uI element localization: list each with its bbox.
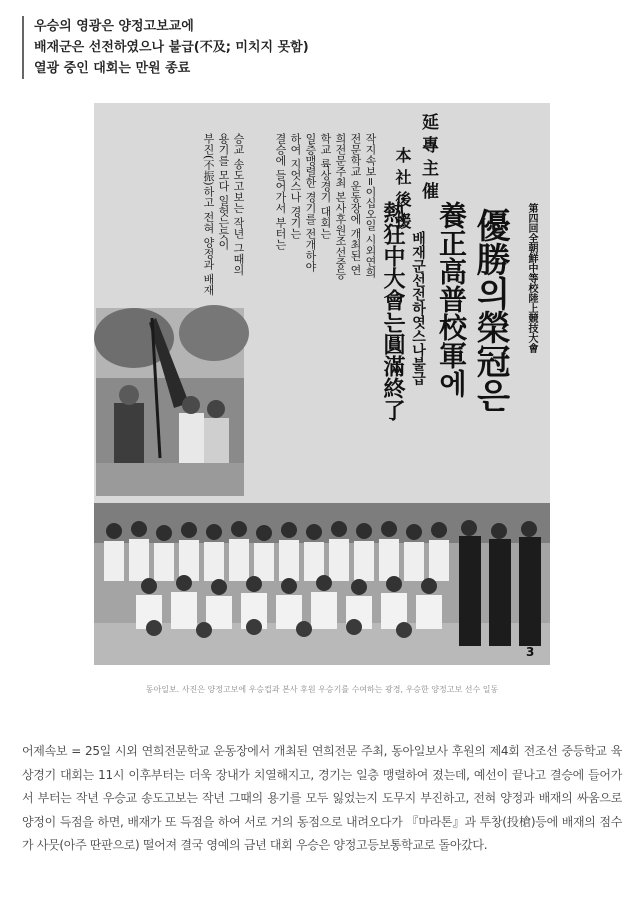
headline-school: 養正高普校軍에 xyxy=(435,201,468,397)
team-group-photo xyxy=(94,503,550,665)
headline-main: 優勝의榮冠은 xyxy=(470,208,510,412)
event-label: 第四回全朝鮮中等校陸上競技大會 xyxy=(526,203,537,353)
sub-headline: 배재군선전하엿스나불급 xyxy=(410,231,426,385)
headline-line-2: 배재군은 선전하였으나 불급(不及; 미치지 못함) xyxy=(34,40,309,55)
sponsor-line: 本社後援 xyxy=(393,147,412,235)
body-column-10: 부진(不振)하고 전혀 양정과 배재 xyxy=(202,133,215,296)
body-column-3: 희전문주최 본사후원조선중등 xyxy=(334,133,347,280)
body-column-7: 결승에 들어가서 부터는 xyxy=(274,133,287,250)
award-ceremony-photo xyxy=(94,305,249,496)
body-column-8: 승교 송도고보는 작년 그때의 xyxy=(232,133,245,276)
photo-caption: 동아일보. 사진은 양정고보에 우승컵과 본사 후원 우승기를 수여하는 광경, 우승한 양정고보 선수 일동 xyxy=(145,685,499,694)
newspaper-clipping-image xyxy=(94,103,550,665)
organizer-line: 延專主催 xyxy=(418,113,438,205)
headline-block xyxy=(22,16,634,79)
body-column-2: 전문학교 운동장에 개최된 연 xyxy=(349,133,362,276)
headline-line-1: 우승의 영광은 양정고보교에 xyxy=(34,19,194,34)
body-column-9: 용기를 모다 일헛는듯이 xyxy=(217,133,230,250)
headline-line-3: 열광 중인 대회는 만원 종료 xyxy=(34,61,191,76)
third-headline: 熱狂中大會는圓滿終了 xyxy=(380,201,406,421)
body-column-1: 작지속보=이십오일 시외연희 xyxy=(364,133,377,278)
body-column-4: 학교 륙상경기 대회는 xyxy=(319,133,332,239)
article-body: 어제속보 = 25일 시외 연희전문학교 운동장에서 개최된 연희전문 주최, 동아일보사 후원의 제4회 전조선 중등학교 육상경기 대회는 11시 이후부터는 더욱 장내가 치열해지고, 경기는 일층 맹렬하여 졌는데, 예선이 끝나고 결승에 들어가서 부터는 작년 우승교 송도고보는 작년 그때의 용기를 모두 잃었는지 도무지 부진하고, 전혀 양정과 배재의 싸움으로 양정이 득점을 하면, 배재가 또 득점을 하여 서로 거의 동점으로 내려오다가 『마라톤』과 투창(投槍)등에 배재의 점수가 사뭇(아주 딴판으로) 떨어져 결국 영예의 금년 대회 우승은 양정고등보통학교로 돌아갔다. xyxy=(22,744,622,852)
body-column-5: 일층맹렬한 경기를 전개하야 xyxy=(304,133,317,272)
photo-number: 3 xyxy=(526,645,535,659)
body-column-6: 하여 지엇스나 경기는 xyxy=(289,133,302,239)
